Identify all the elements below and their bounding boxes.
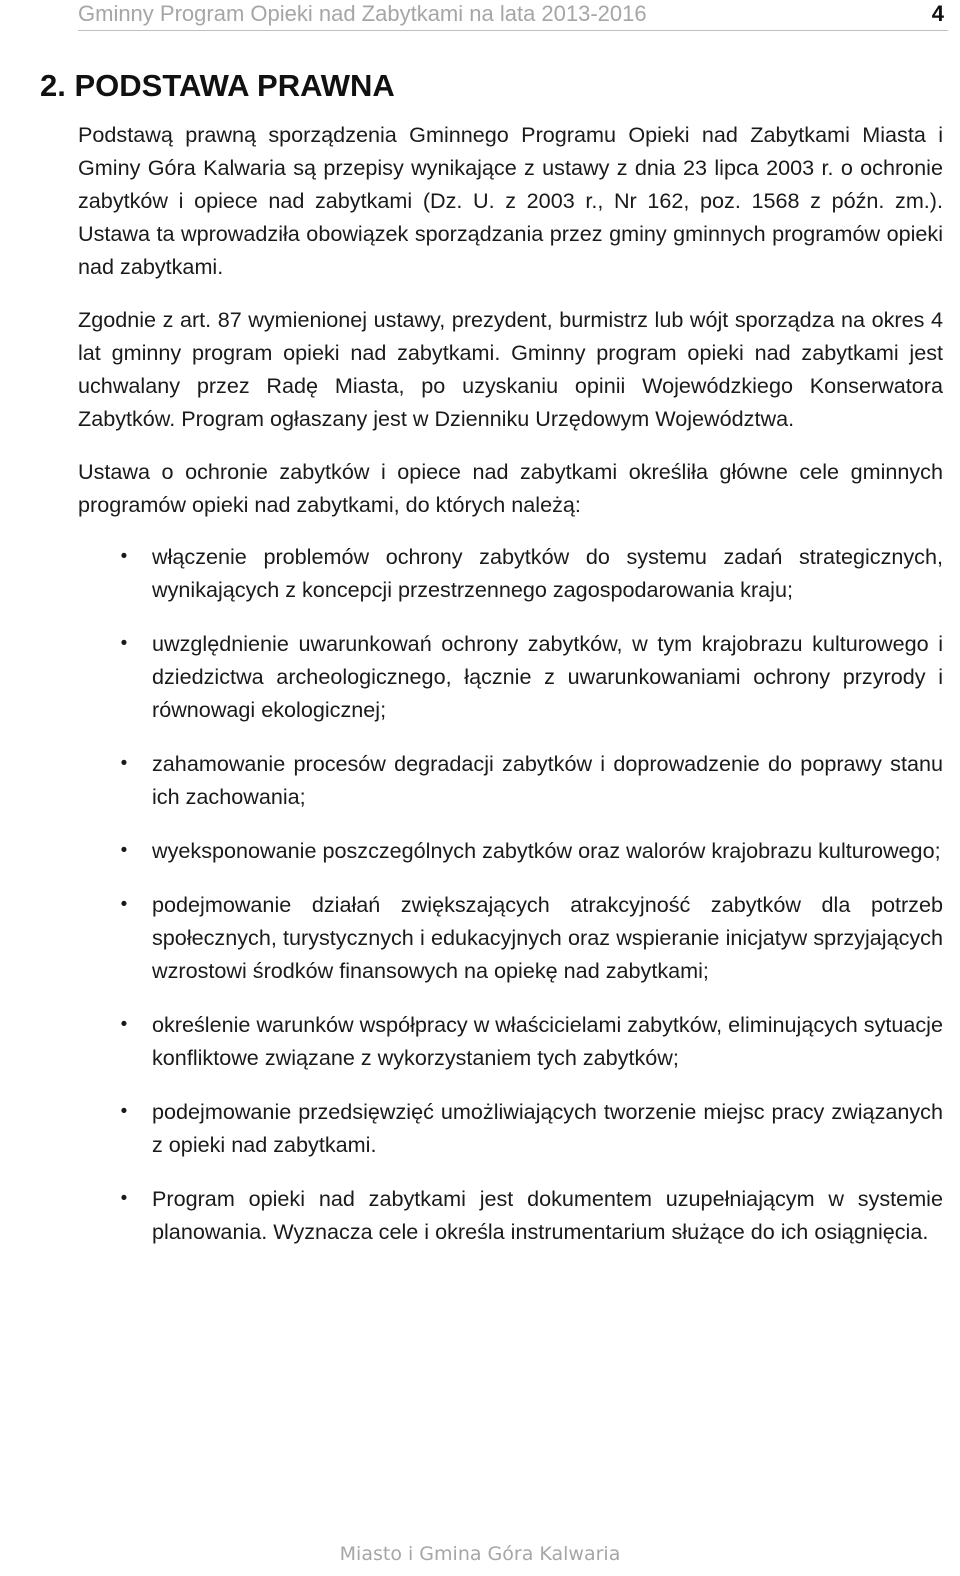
list-item: [78, 888, 943, 987]
list-item: [78, 1182, 943, 1248]
bullet-icon: •: [120, 1101, 128, 1122]
bullet-icon: •: [120, 753, 128, 774]
paragraph-legal-basis: Podstawą prawną sporządzenia Gminnego Programu Opieki nad Zabytkami Miasta i Gminy Góra Kalwaria są przepisy wynikające z ustawy z dnia 23 lipca 2003 r. o ochronie zabytków i opiece nad zabytkami (Dz. U. z 2003 r., Nr 162, poz. 1568 z późn. zm.). Ustawa ta wprowadziła obowiązek sporządzania przez gminy gminnych programów opieki nad zabytkami.: [78, 122, 943, 279]
list-item-text: określenie warunków współpracy w właścicielami zabytków, eliminujących sytuacje konfliktowe związane z wykorzystaniem tych zabytków;: [152, 1012, 943, 1070]
list-item: [78, 627, 943, 726]
paragraph-article-87: Zgodnie z art. 87 wymienionej ustawy, prezydent, burmistrz lub wójt sporządza na okres 4 lat gminny program opieki nad zabytkami. Gminny program opieki nad zabytkami jest uchwalany przez Radę Miasta, po uzyskaniu opinii Wojewódzkiego Konserwatora Zabytków. Program ogłaszany jest w Dzienniku Urzędowym Województwa.: [78, 307, 943, 431]
bullet-icon: •: [120, 633, 128, 654]
bullet-icon: •: [120, 840, 128, 861]
list-item-text: włączenie problemów ochrony zabytków do systemu zadań strategicznych, wynikających z koncepcji przestrzennego zagospodarowania kraju;: [152, 544, 943, 602]
page-footer: Miasto i Gmina Góra Kalwaria: [339, 1543, 621, 1565]
bullet-icon: •: [120, 1014, 128, 1035]
page-header: [78, 0, 948, 31]
bullet-icon: •: [120, 894, 128, 915]
list-item: [78, 540, 943, 606]
list-item: [78, 1095, 943, 1161]
bullet-icon: •: [120, 1188, 128, 1209]
list-item: [78, 834, 943, 867]
list-item-text: podejmowanie działań zwiększających atrakcyjność zabytków dla potrzeb społecznych, turystycznych i edukacyjnych oraz wspieranie inicjatyw sprzyjających wzrostowi środków finansowych na opiekę nad zabytkami;: [152, 892, 943, 983]
list-item-text: zahamowanie procesów degradacji zabytków i doprowadzenie do poprawy stanu ich zachowania;: [152, 751, 943, 809]
document-body: [78, 118, 943, 1269]
goals-list: [78, 540, 943, 1248]
document-title: Gminny Program Opieki nad Zabytkami na lata 2013-2016: [78, 1, 647, 26]
bullet-icon: •: [120, 546, 128, 567]
list-item: [78, 747, 943, 813]
paragraph-goals-intro: Ustawa o ochronie zabytków i opiece nad zabytkami określiła główne cele gminnych programów opieki nad zabytkami, do których należą:: [78, 459, 943, 517]
list-item: [78, 1008, 943, 1074]
list-item-text: podejmowanie przedsięwzięć umożliwiających tworzenie miejsc pracy związanych z opieki nad zabytkami.: [152, 1099, 943, 1157]
list-item-text: uwzględnienie uwarunkowań ochrony zabytków, w tym krajobrazu kulturowego i dziedzictwa archeologicznego, łącznie z uwarunkowaniami ochrony przyrody i równowagi ekologicznej;: [152, 631, 943, 722]
page-number: 4: [931, 1, 944, 26]
list-item-text: wyeksponowanie poszczególnych zabytków oraz walorów krajobrazu kulturowego;: [152, 838, 941, 863]
section-heading: 2. PODSTAWA PRAWNA: [40, 68, 395, 103]
list-item-text: Program opieki nad zabytkami jest dokumentem uzupełniającym w systemie planowania. Wyznacza cele i określa instrumentarium służące do ich osiągnięcia.: [152, 1186, 943, 1244]
